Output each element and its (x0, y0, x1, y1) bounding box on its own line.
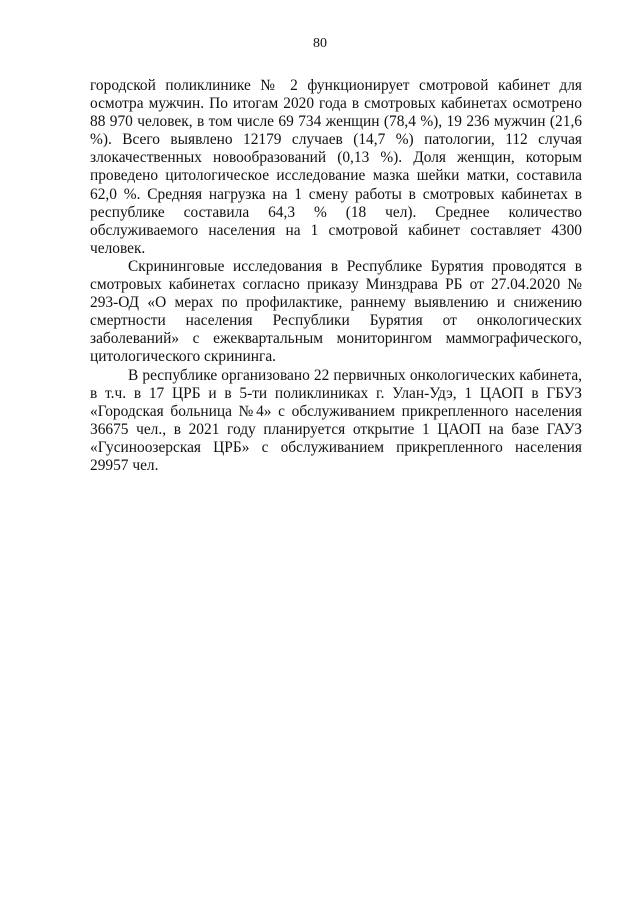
paragraph-oncology-offices: В республике организовано 22 первичных онкологических кабинета, в т.ч. в 17 ЦРБ и в 5-ти поликлиниках г. Улан-Удэ, 1 ЦАОП в ГБУЗ «Городская больница №4» с обслуживанием прикрепленного населения 36675 чел., в 2021 году планируется открытие 1 ЦАОП на базе ГАУЗ «Гусиноозерская ЦРБ» с обслуживанием прикрепленного населения 29957 чел. (90, 366, 582, 474)
page-number: 80 (313, 36, 327, 51)
paragraph-screening-results: городской поликлинике № 2 функционирует смотровой кабинет для осмотра мужчин. По итогам 2020 года в смотровых кабинетах осмотрено 88 970 человек, в том числе 69 734 женщин (78,4 %), 19 236 мужчин (21,6 %). Всего выявлено 12179 случаев (14,7 %) патологии, 112 случая злокачественных новообразований (0,13 %). Доля женщин, которым проведено цитологическое исследование мазка шейки матки, составила 62,0 %. Средняя нагрузка на 1 смену работы в смотровых кабинетах в республике составила 64,3 % (18 чел). Среднее количество обслуживаемого населения на 1 смотровой кабинет составляет 4300 человек. (90, 77, 582, 257)
document-body (90, 77, 582, 475)
paragraph-screening-order: Скрининговые исследования в Республике Бурятия проводятся в смотровых кабинетах согласно приказу Минздрава РБ от 27.04.2020 № 293-ОД «О мерах по профилактике, раннему выявлению и снижению смертности населения Республики Бурятия от онкологических заболеваний» с ежеквартальным мониторингом маммографического, цитологического скрининга. (90, 257, 582, 366)
